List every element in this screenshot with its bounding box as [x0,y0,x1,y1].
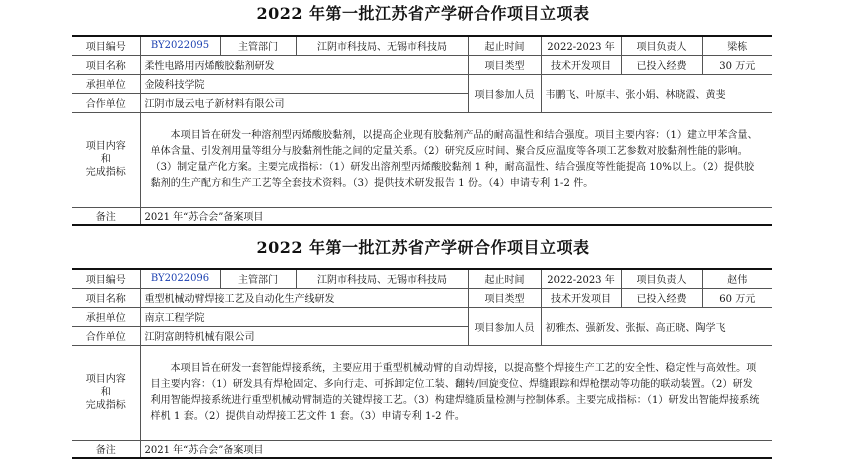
period-value: 2022-2023 年 [541,36,621,55]
leader-value: 梁栋 [702,36,772,55]
project-name: 柔性电路用丙烯酸胶黏剂研发 [140,55,468,74]
project-sheet [72,268,772,459]
label-project-code: 项目编号 [72,269,140,288]
label-project-name: 项目名称 [72,55,140,74]
members-value: 初雅杰、强新发、张振、高正晓、陶学飞 [541,307,772,345]
label-content-line-3: 完成指标 [85,167,126,178]
label-undertaker: 承担单位 [72,307,140,326]
dept-value: 江阴市科技局、无锡市科技局 [296,269,468,288]
label-leader: 项目负责人 [621,269,702,288]
label-content [72,112,140,207]
members-value: 韦鹏飞、叶原丰、张小娟、林晓霞、黄斐 [541,74,772,112]
funding-amount: 60 万元 [702,288,772,307]
table-title: 2022 年第一批江苏省产学研合作项目立项表 [256,238,590,257]
label-partner: 合作单位 [72,326,140,345]
label-content-line-1: 项目内容 [85,141,126,152]
label-members: 项目参加人员 [468,74,541,112]
funding-amount: 30 万元 [702,55,772,74]
period-value: 2022-2023 年 [541,269,621,288]
label-content-line-2: 和 [100,387,111,398]
label-leader: 项目负责人 [621,36,702,55]
label-dept: 主管部门 [220,36,296,55]
project-code: BY2022096 [140,269,220,288]
project-table [72,35,772,226]
undertaker-value: 金陵科技学院 [140,74,468,93]
label-undertaker: 承担单位 [72,74,140,93]
label-content-line-2: 和 [100,154,111,165]
content-value: 本项目旨在研发一套智能焊接系统，主要应用于重型机械动臂的自动焊接，以提高整个焊接生产工艺的安全性、稳定性与高效性。项目主要内容：（1）研发具有焊枪固定、多向行走、可拆卸定位工装、翻转/回旋变位、焊缝跟踪和焊枪摆动等功能的联动装置。（2）研发利用智能焊接系统进行重型机械动臂制造的关键焊接工艺。（3）构建焊缝质量检测与控制体系。主要完成指标：（1）研发出智能焊接系统样机 1 套。（2）提供自动焊接工艺文件 1 套。（3）申请专利 1-2 件。 [140,345,772,440]
note-value: 2021 年“苏合会”备案项目 [140,207,772,225]
dept-value: 江阴市科技局、无锡市科技局 [296,36,468,55]
label-members: 项目参加人员 [468,307,541,345]
project-code: BY2022095 [140,36,220,55]
leader-value: 赵伟 [702,269,772,288]
funding-status: 已投入经费 [621,55,702,74]
label-note: 备注 [72,440,140,458]
label-period: 起止时间 [468,36,541,55]
project-type: 技术开发项目 [541,55,621,74]
label-content-line-1: 项目内容 [85,374,126,385]
project-type: 技术开发项目 [541,288,621,307]
partner-value: 江阴富朗特机械有限公司 [140,326,468,345]
content-value: 本项目旨在研发一种溶剂型丙烯酸胶黏剂，以提高企业现有胶黏剂产品的耐高温性和结合强度。项目主要内容：（1）建立甲苯含量、单体含量、引发剂用量等组分与胶黏剂性能之间的定量关系。（2）研究反应时间、聚合反应温度等各项工艺参数对胶黏剂性能的影响。（3）制定量产化方案。主要完成指标：（1）研发出溶剂型丙烯酸胶黏剂 1 种，耐高温性、结合强度等性能提高 10%以上。（2）提供胶黏剂的生产配方和生产工艺等全套技术资料。（3）提供技术研发报告 1 份。（4）申请专利 1-2 件。 [140,112,772,207]
label-project-type: 项目类型 [468,288,541,307]
note-value: 2021 年“苏合会”备案项目 [140,440,772,458]
label-project-type: 项目类型 [468,55,541,74]
label-content-line-3: 完成指标 [85,400,126,411]
label-project-name: 项目名称 [72,288,140,307]
label-dept: 主管部门 [220,269,296,288]
label-note: 备注 [72,207,140,225]
label-content [72,345,140,440]
funding-status: 已投入经费 [621,288,702,307]
project-table [72,268,772,459]
partner-value: 江阴市晟云电子新材料有限公司 [140,93,468,112]
project-name: 重型机械动臂焊接工艺及自动化生产线研发 [140,288,468,307]
label-project-code: 项目编号 [72,36,140,55]
label-partner: 合作单位 [72,93,140,112]
undertaker-value: 南京工程学院 [140,307,468,326]
table-title: 2022 年第一批江苏省产学研合作项目立项表 [256,4,590,23]
project-sheet [72,35,772,226]
label-period: 起止时间 [468,269,541,288]
